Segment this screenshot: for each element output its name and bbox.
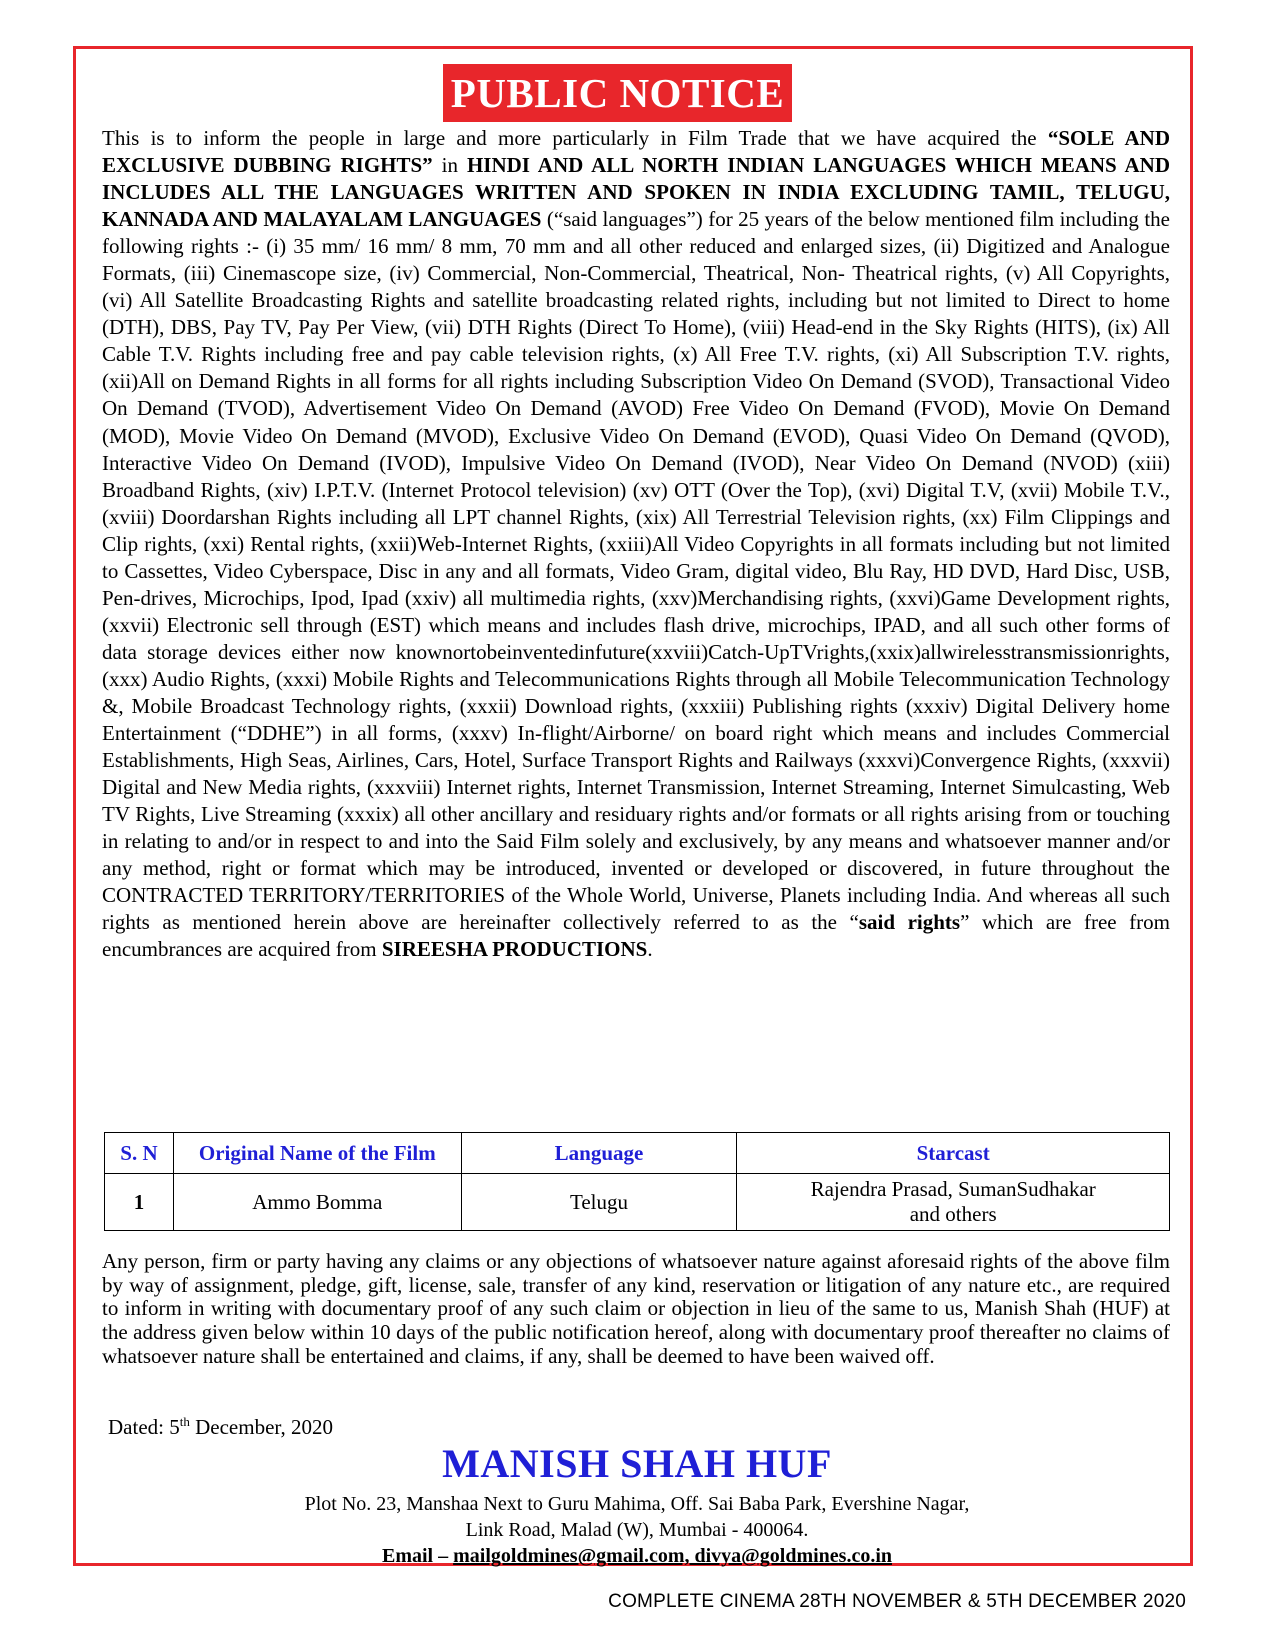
email-line: [0, 1545, 1274, 1568]
body-text-3: (“said languages”) for 25 years of the below mentioned film including the following rights :- (i) 35 mm/ 16 mm/ 8 mm, 70 mm and all other reduced and enlarged sizes, (ii) Digitized and Analogue Formats, (iii) Cinemascope size, (iv) Commercial, Non-Commercial, Theatrical, Non- Theatrical rights, (v) All Copyrights, (vi) All Satellite Broadcasting Rights and satellite broadcasting related rights, including but not limited to Direct to home (DTH), DBS, Pay TV, Pay Per View, (vii) DTH Rights (Direct To Home), (viii) Head-end in the Sky Rights (HITS), (ix) All Cable T.V. Rights including free and pay cable television rights, (x) All Free T.V. rights, (xi) All Subscription T.V. rights, (xii)All on Demand Rights in all forms for all rights including Subscription Video On Demand (SVOD), Transactional Video On Demand (TVOD), Advertisement Video On Demand (AVOD) Free Video On Demand (FVOD), Movie On Demand (MOD), Movie Video On Demand (MVOD), Exclusive Video On Demand (EVOD), Quasi Video On Demand (QVOD), Interactive Video On Demand (IVOD), Impulsive Video On Demand (IVOD), Near Video On Demand (NVOD) (xiii) Broadband Rights, (xiv) I.P.T.V. (Internet Protocol television) (xv) OTT (Over the Top), (xvi) Digital T.V, (xvii) Mobile T.V., (xviii) Doordarshan Rights including all LPT channel Rights, (xix) All Terrestrial Television rights, (xx) Film Clippings and Clip rights, (xxi) Rental rights, (xxii)Web-Internet Rights, (xxiii)All Video Copyrights in all formats including but not limited to Cassettes, Video Cyberspace, Disc in any and all formats, Video Gram, digital video, Blu Ray, HD DVD, Hard Disc, USB, Pen-drives, Microchips, Ipod, Ipad (xxiv) all multimedia rights, (xxv)Merchandising rights, (xxvi)Game Development rights, (xxvii) Electronic sell through (EST) which means and includes flash drive, microchips, IPAD, and all such other forms of data storage devices either now knownortobeinventedinfuture(xxviii)Catch-UpTVrights,(xxix)allwirelesstransmissionrights, (xxx) Audio Rights, (xxxi) Mobile Rights and Telecommunications Rights through all Mobile Telecommunication Technology &, Mobile Broadcast Technology rights, (xxxii) Download rights, (xxxiii) Publishing rights (xxxiv) Digital Delivery home Entertainment (“DDHE”) in all forms, (xxxv) In-flight/Airborne/ on board right which means and includes Commercial Establishments, High Seas, Airlines, Cars, Hotel, Surface Transport Rights and Railways (xxxvi)Convergence Rights, (xxxvii) Digital and New Media rights, (xxxviii) Internet rights, Internet Transmission, Internet Streaming, Internet Simulcasting, Web TV Rights, Live Streaming (xxxix) all other ancillary and residuary rights and/or formats or all rights arising from or touching in relating to and/or in respect to and into the Said Film solely and exclusively, by any means and whatsoever manner and/or any method, right or format which may be introduced, invented or developed or discovered, in future throughout the CONTRACTED TERRITORY/TERRITORIES of the Whole World, Universe, Planets including India. And whereas all such rights as mentioned herein above are hereinafter collectively referred to as the “: [102, 207, 1170, 935]
body-bold-2: HINDI AND ALL NORTH INDIAN LANGUAGES WHICH MEANS AND INCLUDES ALL THE LANGUAGES WRITTEN AND SPOKEN IN INDIA EXCLUDING TAMIL, TELUGU, KANNADA AND MALAYALAM LANGUAGES: [102, 153, 1171, 232]
body-bold-1: “SOLE AND EXCLUSIVE DUBBING RIGHTS”: [102, 126, 1170, 178]
header-language: Language: [461, 1133, 737, 1174]
title-banner: [443, 64, 792, 122]
email-label: Email –: [381, 1545, 454, 1567]
cell-film-name: Ammo Bomma: [173, 1174, 461, 1231]
body-text-1: This is to inform the people in large and more particularly in Film Trade that we have acquired the: [102, 126, 1048, 150]
cell-starcast: [737, 1174, 1170, 1231]
body-text-4: ” which are free from encumbrances are acquired from: [102, 910, 1170, 962]
header-starcast: Starcast: [737, 1133, 1170, 1174]
body-text-2: in: [432, 153, 467, 178]
page-title: PUBLIC NOTICE: [450, 70, 785, 116]
body-bold-3: said rights: [858, 910, 961, 935]
header-film-name: Original Name of the Film: [173, 1133, 461, 1174]
table-header-row: [105, 1133, 1170, 1174]
cell-language: Telugu: [461, 1174, 737, 1231]
table-row: [105, 1174, 1170, 1231]
date-prefix: Dated: 5: [108, 1415, 180, 1439]
starcast-line-2: and others: [909, 1202, 997, 1226]
body-text-5: .: [647, 937, 653, 962]
date-suffix: th: [179, 1414, 190, 1429]
date-rest: December, 2020: [189, 1415, 334, 1439]
company-name: MANISH SHAH HUF: [442, 1441, 832, 1486]
address-line-2: [0, 1519, 1274, 1542]
cell-sn: 1: [105, 1174, 174, 1231]
film-table: [104, 1132, 1170, 1231]
address-line-1: Plot No. 23, Manshaa Next to Guru Mahima, Off. Sai Baba Park, Evershine Nagar,: [304, 1493, 970, 1515]
email-link[interactable]: mailgoldmines@gmail.com, divya@goldmines.co.in: [453, 1545, 892, 1567]
body-bold-4: SIREESHA PRODUCTIONS: [381, 937, 648, 962]
notice-body: [102, 125, 1170, 963]
date-line: [108, 1414, 333, 1440]
address-line-2-text: Link Road, Malad (W), Mumbai - 400064.: [465, 1519, 809, 1541]
starcast-line-1: Rajendra Prasad, SumanSudhakar: [810, 1177, 1096, 1201]
header-sn: S. N: [105, 1133, 174, 1174]
publication-footer: COMPLETE CINEMA 28TH NOVEMBER & 5TH DECEMBER 2020: [608, 1591, 1186, 1612]
claims-paragraph: Any person, firm or party having any claims or any objections of whatsoever nature against aforesaid rights of the above film by way of assignment, pledge, gift, license, sale, transfer of any kind, reservation or litigation of any nature etc., are required to inform in writing with documentary proof of any such claim or objection in lieu of the same to us, Manish Shah (HUF) at the address given below within 10 days of the public notification hereof, along with documentary proof thereafter no claims of whatsoever nature shall be entertained and claims, if any, shall be deemed to have been waived off.: [102, 1249, 1170, 1368]
